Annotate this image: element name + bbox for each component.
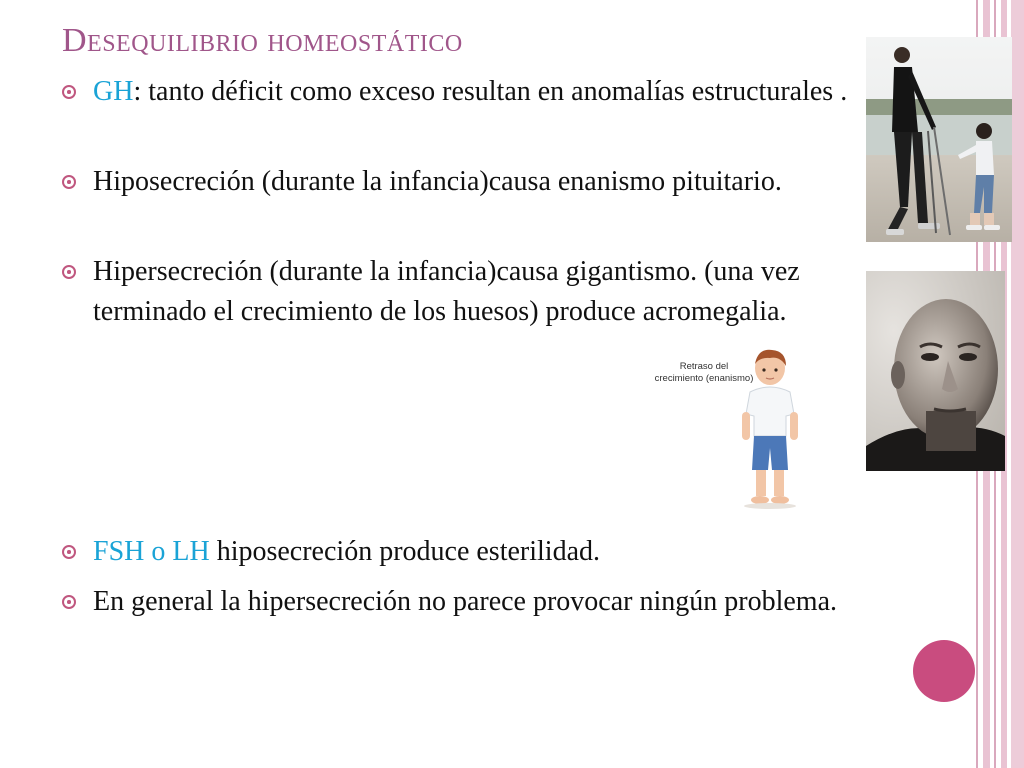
bullet-text: Hiposecreción (durante la infancia)causa enanismo pituitario. bbox=[93, 166, 782, 197]
bullet-icon bbox=[62, 265, 76, 279]
bullet-text: : tanto déficit como exceso resultan en anomalías estructurales . bbox=[133, 76, 848, 107]
dwarf-caption-line: crecimiento (enanismo) bbox=[654, 373, 754, 384]
decorative-circle bbox=[913, 640, 975, 702]
dwarfism-child-illustration bbox=[732, 344, 808, 510]
slide-title: Desequilibrio homeostático bbox=[62, 22, 463, 59]
bullet-icon bbox=[62, 595, 76, 609]
bullet-text: En general la hipersecreción no parece provocar ningún problema. bbox=[93, 586, 837, 617]
acromegaly-face-photo bbox=[866, 271, 1005, 471]
bullet-accent: FSH o LH bbox=[93, 536, 210, 567]
bullet-item bbox=[62, 162, 862, 202]
bullet-item bbox=[62, 582, 862, 622]
giant-walking-photo bbox=[866, 37, 1012, 242]
bullet-icon bbox=[62, 175, 76, 189]
bullet-text: Hipersecreción (durante la infancia)causa gigantismo. (una vez terminado el crecimiento de los huesos) produce acromegalia. bbox=[93, 256, 800, 327]
dwarf-caption-line: Retraso del bbox=[679, 361, 729, 372]
decor-stripe bbox=[1011, 0, 1024, 768]
bullet-item bbox=[62, 252, 862, 332]
bullet-accent: GH bbox=[93, 76, 134, 107]
bullet-item bbox=[62, 72, 862, 112]
bullet-text: hiposecreción produce esterilidad. bbox=[209, 536, 600, 567]
bullet-item bbox=[62, 532, 862, 572]
bullet-icon bbox=[62, 545, 76, 559]
bullet-icon bbox=[62, 85, 76, 99]
